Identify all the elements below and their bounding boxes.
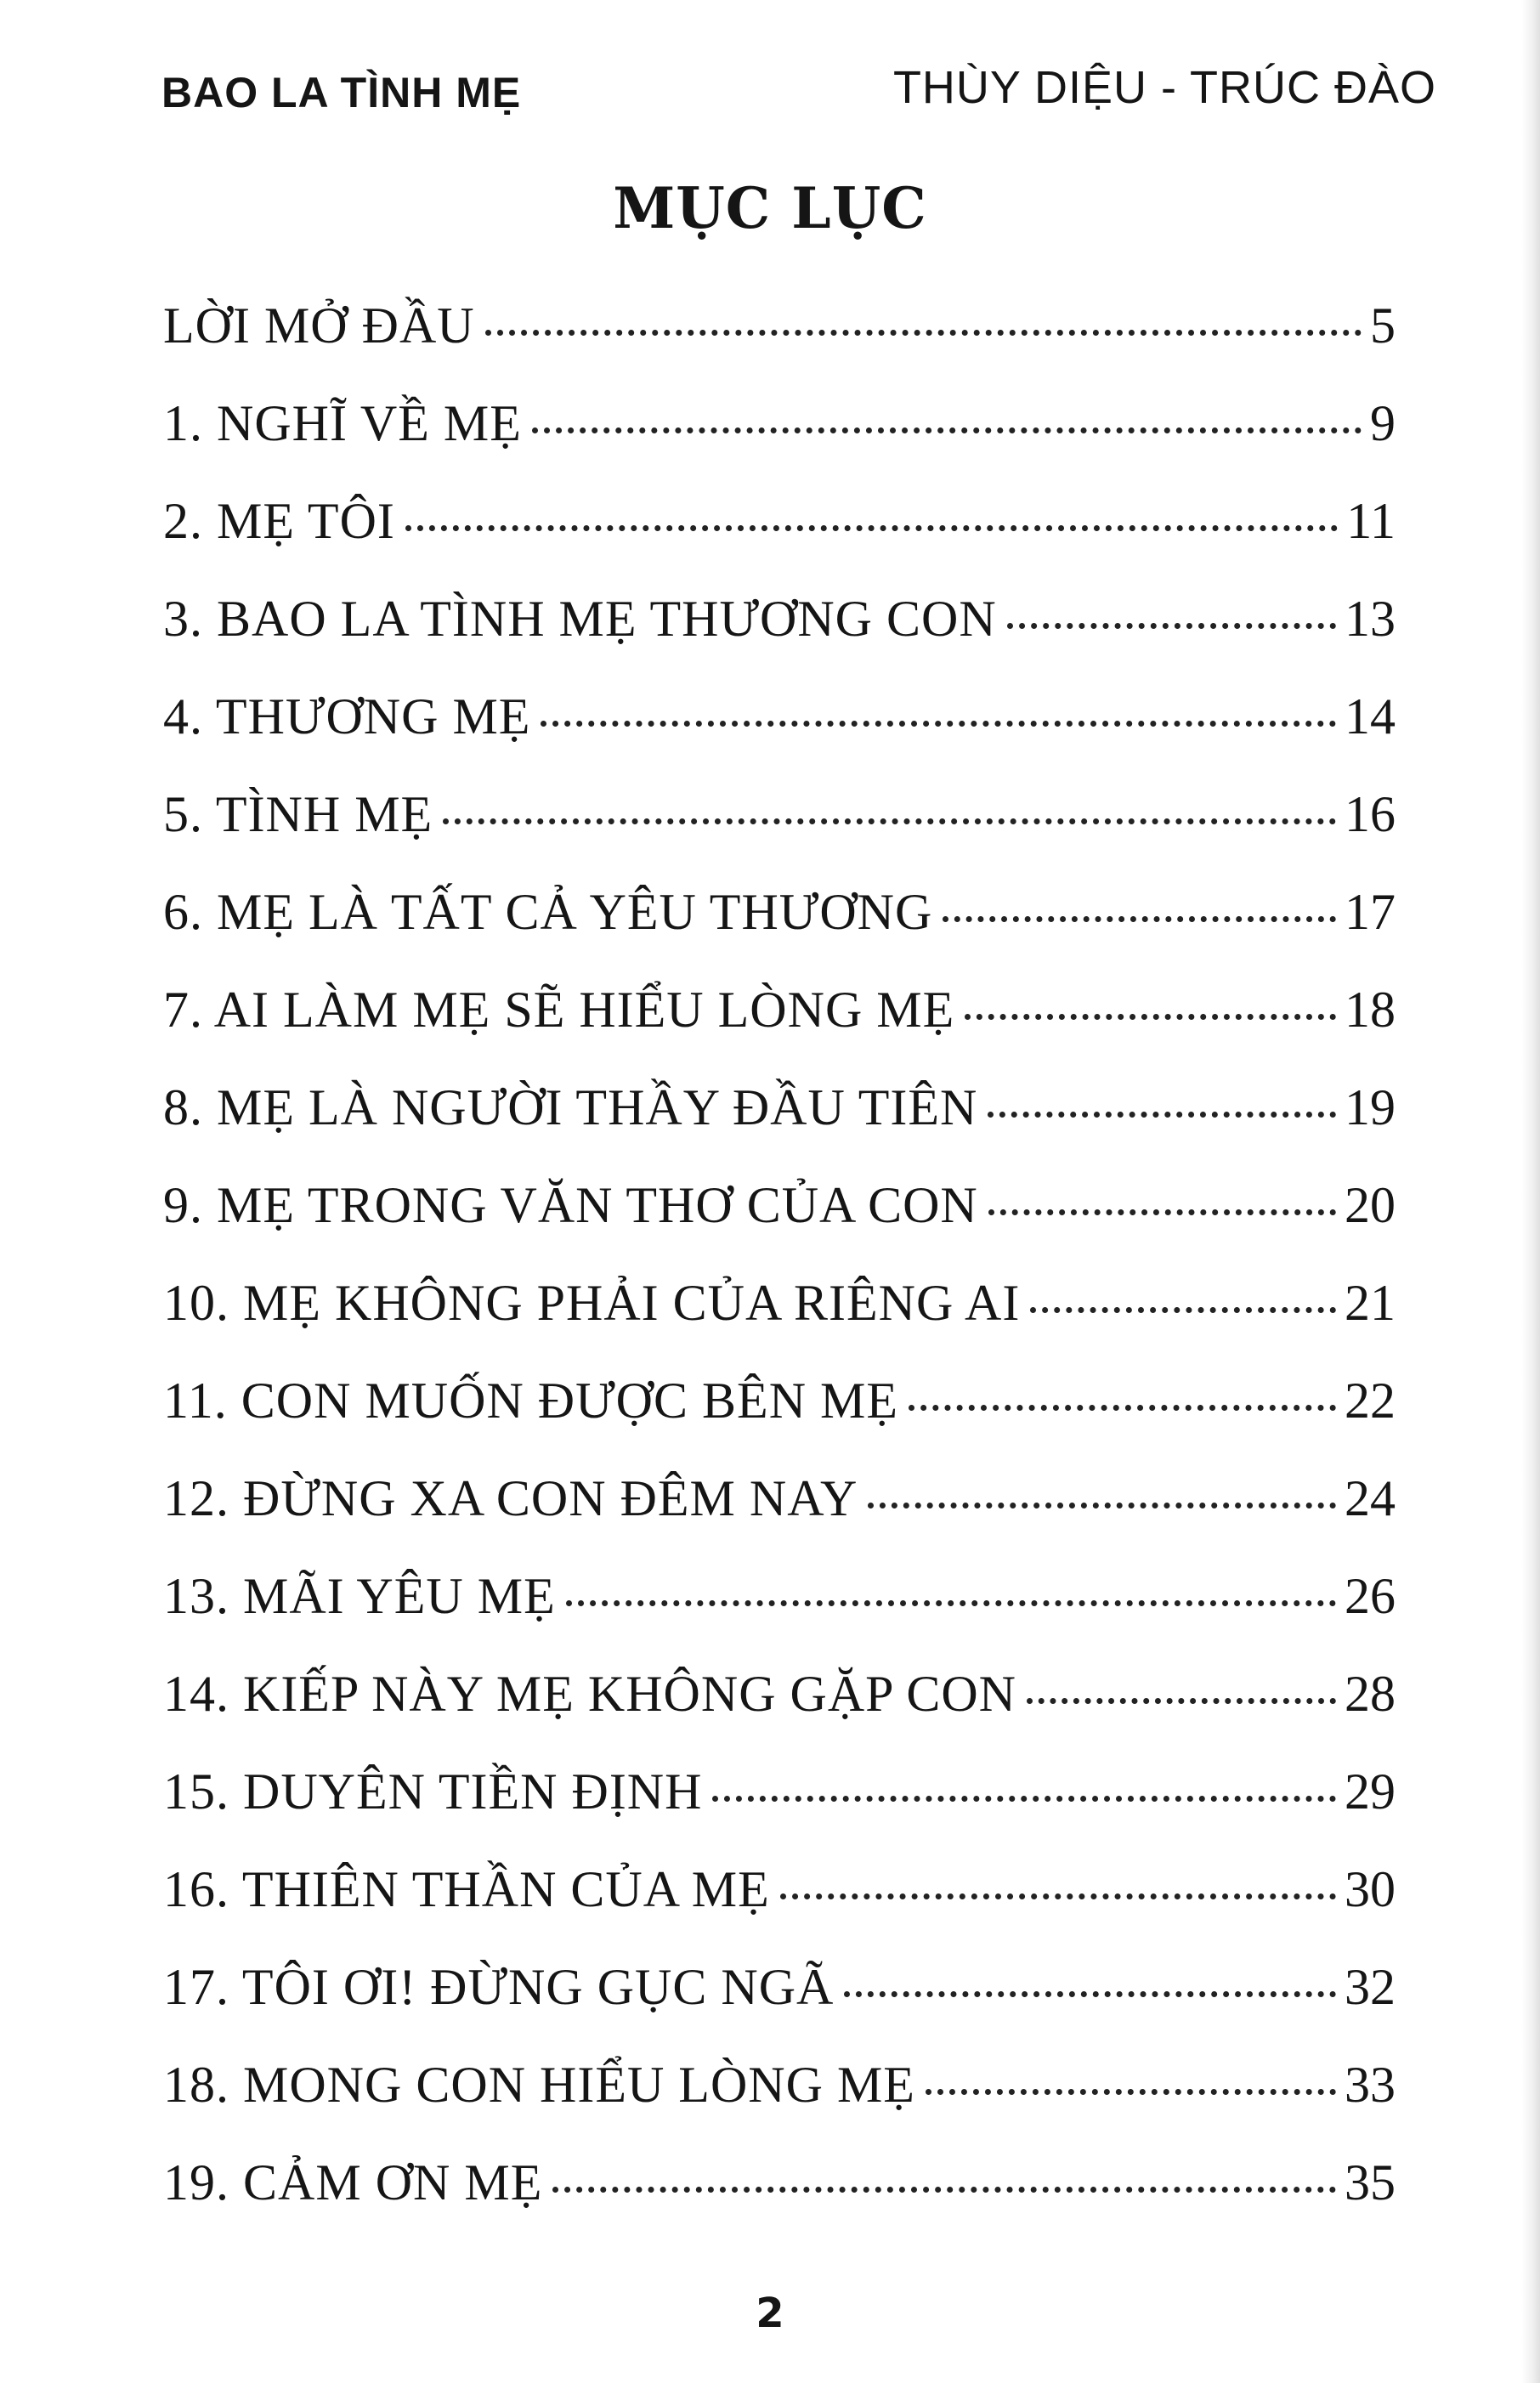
toc-entry-label: 14. KIẾP NÀY MẸ KHÔNG GẶP CON (163, 1666, 1016, 1722)
dot-leader (532, 427, 1362, 433)
toc-entry (163, 1841, 1396, 1939)
toc-entry (163, 1059, 1396, 1157)
toc-entry (163, 277, 1396, 375)
toc-entry-label: 19. CẢM ƠN MẸ (163, 2154, 543, 2210)
toc-entry (163, 766, 1396, 863)
toc-entry (163, 668, 1396, 766)
toc-entry-label: 17. TÔI ƠI! ĐỪNG GỤC NGÃ (163, 1959, 835, 2015)
toc-entry-page-number: 30 (1345, 1861, 1396, 1917)
dot-leader (988, 1209, 1336, 1215)
toc-entry (163, 961, 1396, 1059)
dot-leader (1007, 623, 1336, 629)
page-edge-shadow (1521, 0, 1540, 2383)
toc-entry-label: 2. MẸ TÔI (163, 493, 395, 549)
toc-entry-page-number: 28 (1345, 1666, 1396, 1722)
toc-entry-page-number: 22 (1345, 1373, 1396, 1429)
toc-entry-page-number: 17 (1345, 884, 1396, 940)
toc-entry-label: 10. MẸ KHÔNG PHẢI CỦA RIÊNG AI (163, 1275, 1021, 1331)
dot-leader (909, 1405, 1336, 1411)
dot-leader (844, 1991, 1336, 1997)
toc-entry-label: 16. THIÊN THẦN CỦA MẸ (163, 1861, 770, 1917)
toc-entry (163, 2036, 1396, 2134)
toc-entry (163, 1157, 1396, 1254)
toc-entry-page-number: 16 (1345, 786, 1396, 842)
toc-entry-page-number: 29 (1345, 1763, 1396, 1820)
page-title: MỤC LỤC (613, 175, 927, 241)
toc-entry-label: 8. MẸ LÀ NGƯỜI THẦY ĐẦU TIÊN (163, 1079, 978, 1135)
toc-entry-label: 5. TÌNH MẸ (163, 786, 433, 842)
dot-leader (1027, 1698, 1336, 1704)
toc-entry-page-number: 11 (1346, 493, 1396, 549)
toc-entry (163, 1743, 1396, 1841)
toc-entry-page-number: 9 (1370, 395, 1396, 451)
dot-leader (965, 1014, 1336, 1020)
toc-entry-page-number: 35 (1345, 2154, 1396, 2210)
toc-entry-label: 1. NGHĨ VỀ MẸ (163, 395, 522, 451)
toc-entry-label: 6. MẸ LÀ TẤT CẢ YÊU THƯƠNG (163, 884, 933, 940)
dot-leader (943, 916, 1336, 922)
toc-entry-label: LỜI MỞ ĐẦU (163, 297, 475, 354)
toc-entry (163, 2134, 1396, 2232)
toc-entry-label: 7. AI LÀM MẸ SẼ HIỂU LÒNG MẸ (163, 982, 955, 1038)
dot-leader (566, 1600, 1336, 1606)
table-of-contents (163, 277, 1396, 2232)
running-head-authors: THÙY DIỆU - TRÚC ĐÀO (892, 62, 1436, 113)
toc-entry-page-number: 20 (1345, 1177, 1396, 1233)
toc-entry-label: 11. CON MUỐN ĐƯỢC BÊN MẸ (163, 1373, 899, 1429)
toc-entry-label: 9. MẸ TRONG VĂN THƠ CỦA CON (163, 1177, 978, 1233)
toc-entry (163, 375, 1396, 473)
toc-entry-page-number: 5 (1370, 297, 1396, 354)
toc-entry-page-number: 21 (1345, 1275, 1396, 1331)
toc-entry-page-number: 24 (1345, 1470, 1396, 1526)
dot-leader (988, 1112, 1336, 1118)
dot-leader (443, 818, 1336, 824)
toc-entry (163, 570, 1396, 668)
toc-entry-page-number: 13 (1345, 591, 1396, 647)
page-number: 2 (756, 2290, 784, 2337)
dot-leader (541, 721, 1336, 727)
running-head-book-title: BAO LA TÌNH MẸ (161, 69, 522, 116)
dot-leader (868, 1503, 1336, 1508)
toc-entry-label: 12. ĐỪNG XA CON ĐÊM NAY (163, 1470, 858, 1526)
dot-leader (780, 1893, 1336, 1899)
toc-entry-page-number: 14 (1345, 688, 1396, 744)
toc-entry (163, 1645, 1396, 1743)
toc-entry-label: 4. THƯƠNG MẸ (163, 688, 531, 744)
toc-entry-page-number: 32 (1345, 1959, 1396, 2015)
toc-entry (163, 1450, 1396, 1548)
dot-leader (712, 1796, 1336, 1802)
dot-leader (552, 2187, 1336, 2193)
dot-leader (1030, 1307, 1336, 1313)
toc-entry-page-number: 26 (1345, 1568, 1396, 1624)
toc-entry-page-number: 18 (1345, 982, 1396, 1038)
toc-entry-label: 13. MÃI YÊU MẸ (163, 1568, 556, 1624)
toc-entry-label: 3. BAO LA TÌNH MẸ THƯƠNG CON (163, 591, 997, 647)
toc-entry (163, 1254, 1396, 1352)
dot-leader (405, 525, 1338, 531)
toc-entry (163, 863, 1396, 961)
toc-entry (163, 1548, 1396, 1645)
toc-entry-label: 18. MONG CON HIỂU LÒNG MẸ (163, 2057, 915, 2113)
toc-entry-label: 15. DUYÊN TIỀN ĐỊNH (163, 1763, 703, 1820)
dot-leader (926, 2089, 1336, 2095)
toc-entry-page-number: 19 (1345, 1079, 1396, 1135)
toc-entry (163, 1352, 1396, 1450)
toc-entry (163, 1939, 1396, 2036)
dot-leader (485, 330, 1362, 336)
toc-entry (163, 473, 1396, 570)
toc-entry-page-number: 33 (1345, 2057, 1396, 2113)
